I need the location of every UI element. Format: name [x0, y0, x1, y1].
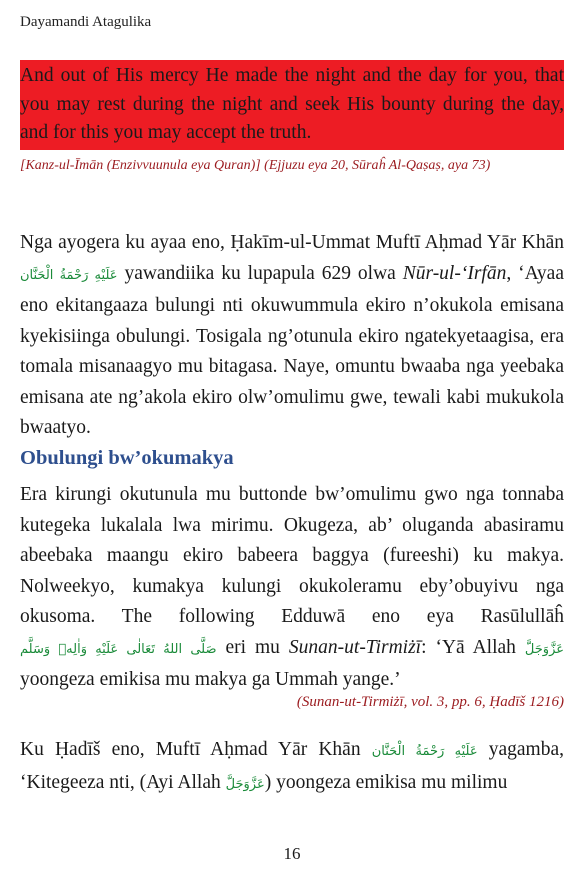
- paragraph-text: Era kirungi okutunula mu buttonde bw’omulimu gwo nga tonnaba kutegeka lukalala lwa mirimu. Okugeza, ab’ oluganda abasiramu abeebaka maangu ekiro babeera baggya (fureeshi) ku makya. Nolweekyo, kumakya kulungi okukoleramu eby’obuyivu nga okusoma. The following Edduwā eno eya Rasūlullāĥ: [20, 484, 564, 627]
- highlighted-verse: And out of His mercy He made the night and the day for you, that you may rest during the night and seek His bounty during the day, and for this you may accept the truth.: [20, 60, 564, 150]
- section-heading: Obulungi bw’okumakya: [20, 447, 234, 469]
- morning-paragraph: [20, 480, 564, 696]
- paragraph-text: yawandiika ku lupapula 629 olwa: [117, 262, 403, 284]
- paragraph-text: yagamba, ‘Kitegeeza nti, (Ayi Allah: [20, 739, 564, 793]
- paragraph-text: , ‘Ayaa eno ekitangaaza bulungi nti okuwummula ekiro n’okukola emisana kyekisiinga obulungi. Tosigala ng’otunula ekiro ngatekyetaagisa, era tomala misanaagyo mu bitagasa. Naye, omuntu bwaaba nga yeebaka emisana ate ng’akola ekiro olw’omulimu gwe, tewali kabi mukukola bwaatyo.: [20, 262, 564, 438]
- paragraph-text: yoongeza emikisa mu makya ga Ummah yange.’: [20, 669, 401, 690]
- arabic-honorific: عَزَّوَجَلَّ: [225, 776, 265, 792]
- paragraph-text: eri mu: [216, 636, 289, 658]
- page-number: 16: [283, 844, 301, 863]
- verse-citation: [Kanz-ul-Īmān (Enzivvuunula eya Quran)] (Ejjuzu eya 20, Sūraĥ Al-Qaṣaṣ, aya 73): [20, 158, 491, 173]
- book-title: Nūr-ul-‘Irfān: [402, 262, 507, 284]
- hadith-citation: (Sunan-ut-Tirmiżī, vol. 3, pp. 6, Ḥadīš 1216): [296, 694, 564, 710]
- book-title: Sunan-ut-Tirmiżī: [288, 636, 422, 658]
- paragraph-text: Ku Ḥadīš eno, Muftī Aḥmad Yār Khān: [20, 739, 372, 760]
- arabic-honorific: صَلَّى اللهُ تَعَالٰى عَلَيْهِ وَاٰلِهٖ وَسَلَّم: [20, 641, 217, 657]
- arabic-honorific: عَلَيْهِ رَحْمَةُ الْحَنَّان: [371, 744, 478, 759]
- arabic-honorific: عَزَّوَجَلَّ: [524, 641, 564, 657]
- paragraph-text: ) yoongeza emikisa mu milimu: [264, 771, 508, 793]
- arabic-honorific: عَلَيْهِ رَحْمَةُ الْحَنَّان: [20, 267, 118, 283]
- paragraph-text: : ‘Yā Allah: [421, 636, 525, 658]
- hadith-commentary-paragraph: [20, 735, 564, 800]
- running-header: Dayamandi Atagulika: [20, 14, 152, 30]
- paragraph-text: Nga ayogera ku ayaa eno, Ḥakīm-ul-Ummat Muftī Aḥmad Yār Khān: [20, 232, 564, 253]
- commentary-paragraph: [20, 228, 564, 444]
